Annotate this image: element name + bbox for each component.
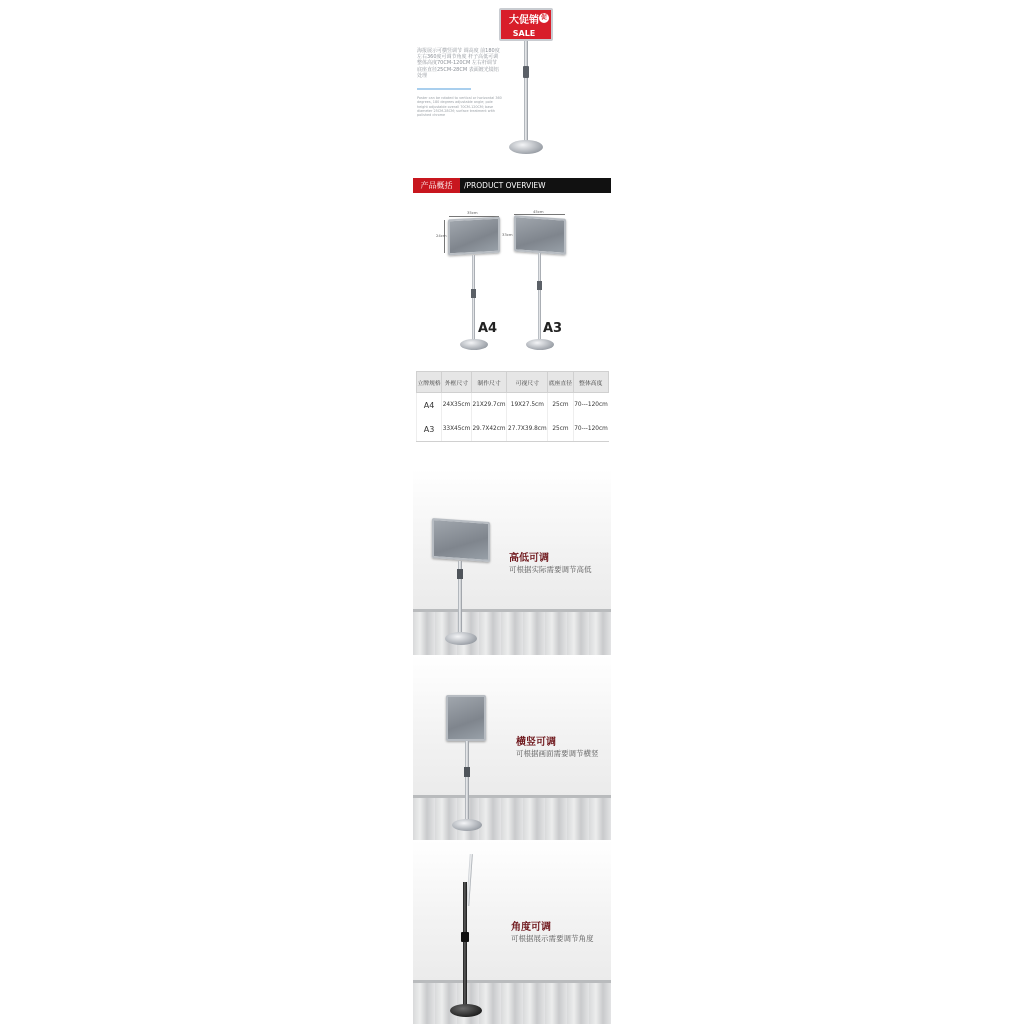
column-header: 外框尺寸 — [442, 372, 472, 393]
sign-badge: 促 — [540, 14, 547, 21]
sign-text-cn: 大促销 — [509, 15, 539, 26]
table-cell: 70---120cm — [573, 393, 608, 418]
wooden-floor — [413, 980, 611, 1024]
stand-base — [450, 1004, 482, 1017]
hero-section — [413, 0, 611, 165]
feature-title: 横竖可调 — [516, 737, 556, 748]
stand-base — [445, 632, 477, 645]
stand-base — [509, 140, 543, 154]
column-header: 整体高度 — [573, 372, 608, 393]
table-cell: 25cm — [548, 393, 573, 418]
feature-angle-panel — [413, 840, 611, 1024]
column-header: 可视尺寸 — [507, 372, 548, 393]
table-cell: 24X35cm — [442, 393, 472, 418]
stand-pole — [524, 41, 528, 141]
overview-label-cn: 产品概括 — [413, 178, 460, 193]
table-header-row — [417, 372, 609, 393]
pole-joint — [464, 767, 470, 777]
table-cell: 21X29.7cm — [471, 393, 506, 418]
background-wall — [413, 840, 611, 980]
a3-size-label: A3 — [543, 321, 563, 336]
stand-pole — [463, 882, 467, 1012]
overview-label-en: /PRODUCT OVERVIEW — [464, 181, 546, 190]
a3-pole-joint — [537, 281, 542, 290]
sale-sign — [499, 8, 553, 41]
pole-joint — [523, 66, 529, 78]
wooden-floor — [413, 795, 611, 840]
product-description-en: Poster can be rotated to vertical or horizontal 360 degrees, 180 degrees adjustable angle; pole height adjustable overall 70CM-120CM; base diameter 25CM-28CM; surface treatment with polished chrome — [417, 96, 502, 118]
width-dimension-label: 45cm — [533, 209, 544, 214]
stand-pole — [465, 741, 469, 826]
a4-pole — [472, 255, 475, 341]
table-row — [417, 393, 609, 418]
a4-size-label: A4 — [478, 321, 498, 336]
column-header: 立牌规格 — [417, 372, 442, 393]
table-cell: 27.7X39.8cm — [507, 417, 548, 442]
table-row — [417, 417, 609, 442]
feature-title: 高低可调 — [509, 553, 549, 564]
a3-pole — [538, 253, 541, 341]
stand-a4 — [413, 205, 513, 355]
background-wall — [413, 655, 611, 795]
feature-title: 角度可调 — [511, 922, 551, 933]
table-cell: 29.7X42cm — [471, 417, 506, 442]
table-cell: A3 — [417, 417, 442, 442]
feature-orientation-panel — [413, 655, 611, 840]
product-description-cn: 海报展示可横竖调节 调高度 前180度左右360度可调节角度 杆子高低可调整体高度70CM-120CM 左右杆调节 底座直径25CM-28CM 表面镀光镜铝处理 — [417, 48, 500, 79]
pole-joint — [461, 932, 469, 942]
stand-a3 — [502, 205, 611, 355]
poster-frame — [432, 518, 490, 562]
a3-base — [526, 339, 554, 350]
table-cell: 33X45cm — [442, 417, 472, 442]
feature-height-panel — [413, 469, 611, 655]
height-dimension-label: 24cm — [436, 233, 447, 238]
a4-poster-frame — [448, 217, 500, 256]
feature-subtitle: 可根据实际需要调节高低 — [509, 565, 592, 574]
wooden-floor — [413, 609, 611, 655]
pole-joint — [457, 569, 463, 579]
height-dimension-label: 33cm — [502, 232, 513, 237]
table-cell: 25cm — [548, 417, 573, 442]
specification-table-section — [413, 371, 611, 443]
column-header: 底座直径 — [548, 372, 573, 393]
column-header: 制作尺寸 — [471, 372, 506, 393]
table-cell: A4 — [417, 393, 442, 418]
table-cell: 19X27.5cm — [507, 393, 548, 418]
poster-frame — [446, 695, 486, 741]
a3-poster-frame — [514, 215, 566, 255]
stand-base — [452, 819, 482, 831]
specification-table — [416, 371, 609, 442]
product-overview-header — [413, 178, 611, 193]
a4-pole-joint — [471, 289, 476, 298]
size-comparison — [413, 205, 611, 355]
a4-base — [460, 339, 488, 350]
feature-subtitle: 可根据画面需要调节横竖 — [516, 749, 599, 758]
table-cell: 70---120cm — [573, 417, 608, 442]
width-dimension-label: 35cm — [467, 210, 478, 215]
feature-subtitle: 可根据展示需要调节角度 — [511, 934, 594, 943]
divider-line — [417, 88, 471, 90]
sign-text-en: SALE — [512, 29, 536, 38]
